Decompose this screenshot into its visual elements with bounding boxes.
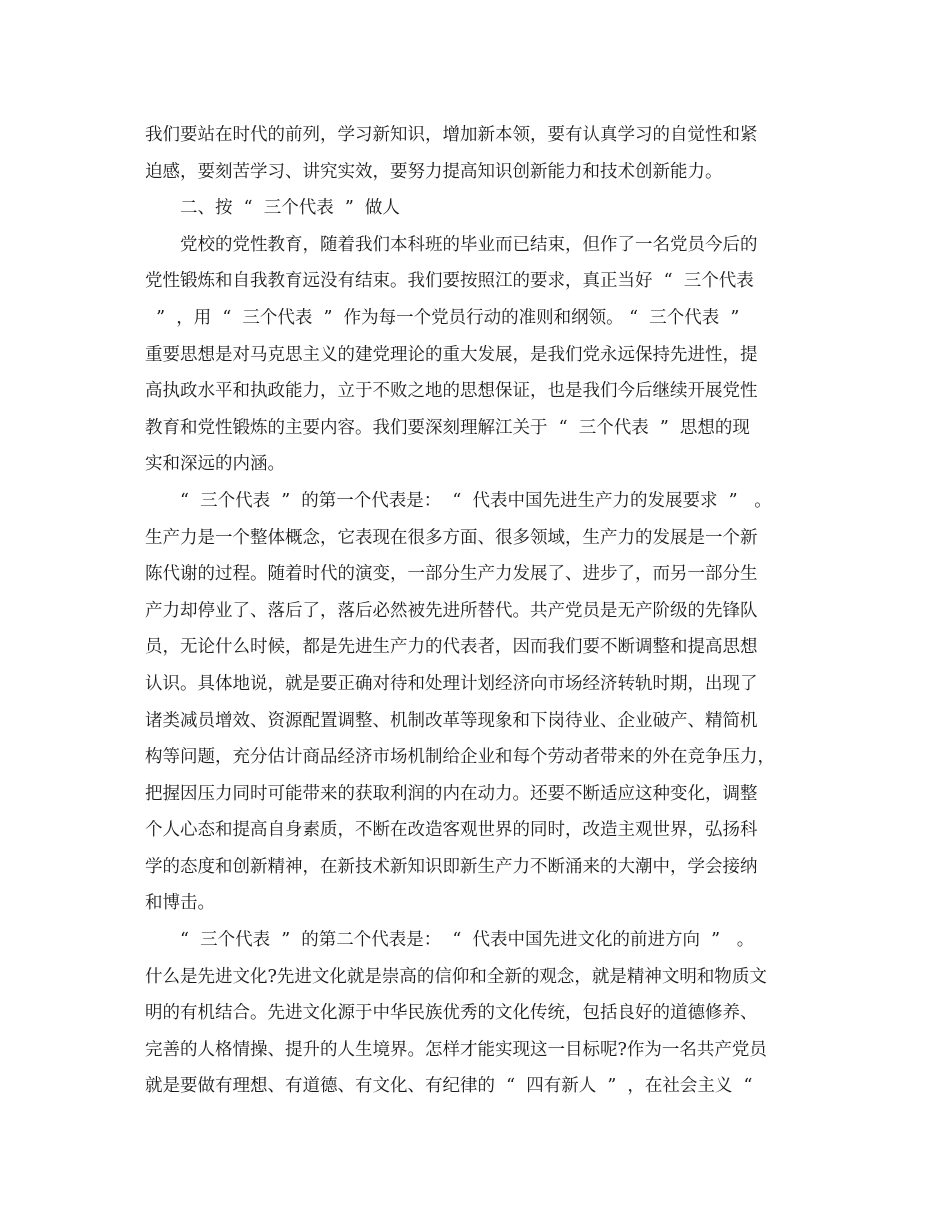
text-line: 学的态度和创新精神，在新技术新知识即新生产力不断涌来的大潮中，学会接纳 (145, 856, 758, 877)
body-text (145, 117, 815, 1105)
text-line: 我们要站在时代的前列，学习新知识，增加新本领，要有认真学习的自觉性和紧 (145, 125, 758, 145)
text-line: 什么是先进文化?先进文化就是崇高的信仰和全新的观念，就是精神文明和物质文 (145, 966, 767, 987)
text-line: ” ，用 “ 三个代表 ” 作为每一个党员行动的准则和纲领。 “ 三个代表 ” (145, 307, 740, 328)
text-line: 个人心态和提高自身素质，不断在改造客观世界的同时，改造主观世界，弘扬科 (145, 820, 758, 841)
text-line: 重要思想是对马克思主义的建党理论的重大发展，是我们党永远保持先进性，提 (145, 344, 758, 365)
text-line: 高执政水平和执政能力，立于不败之地的思想保证，也是我们今后继续开展党性 (145, 381, 758, 402)
text-line: 员，无论什么时候，都是先进生产力的代表者，因而我们要不断调整和提高思想 (145, 637, 758, 658)
text-line: 和博击。 (145, 893, 215, 914)
text-line: 诸类减员增效、资源配置调整、机制改革等现象和下岗待业、企业破产、精简机 (145, 710, 758, 731)
paragraph-first-line: 二、按 “ 三个代表 ” 做人 (180, 198, 400, 219)
text-line: 认识。具体地说，就是要正确对待和处理计划经济向市场经济转轨时期，出现了 (145, 673, 758, 694)
text-line: 教育和党性锻炼的主要内容。我们要深刻理解江关于 “ 三个代表 ” 思想的现 (145, 417, 750, 438)
text-line: 迫感，要刻苦学习、讲究实效，要努力提高知识创新能力和技术创新能力。 (145, 161, 723, 182)
paragraph-first-line: “ 三个代表 ” 的第二个代表是： “ 代表中国先进文化的前进方向 ” 。 (180, 930, 755, 951)
text-line: 陈代谢的过程。随着时代的演变，一部分生产力发展了、进步了，而另一部分生 (145, 564, 758, 585)
paragraph-first-line: “ 三个代表 ” 的第一个代表是： “ 代表中国先进生产力的发展要求 ” 。 (180, 490, 772, 511)
paragraph-first-line: 党校的党性教育，随着我们本科班的毕业而已结束，但作了一名党员今后的 (180, 234, 758, 255)
text-line: 党性锻炼和自我教育远没有结束。我们要按照江的要求，真正当好 “ 三个代表 (145, 271, 754, 292)
text-line: 明的有机结合。先进文化源于中华民族优秀的文化传统，包括良好的道德修养、 (145, 1003, 758, 1024)
text-line: 就是要做有理想、有道德、有文化、有纪律的 “ 四有新人 ” ，在社会主义 “ (145, 1076, 753, 1097)
text-line: 实和深远的内涵。 (145, 454, 285, 475)
text-line: 产力却停业了、落后了，落后必然被先进所替代。共产党员是无产阶级的先锋队 (145, 600, 758, 621)
text-line: 把握因压力同时可能带来的获取利润的内在动力。还要不断适应这种变化，调整 (145, 783, 758, 804)
text-line: 构等问题，充分估计商品经济市场机制给企业和每个劳动者带来的外在竞争压力， (145, 747, 775, 768)
text-line: 完善的人格情操、提升的人生境界。怎样才能实现这一目标呢?作为一名共产党员 (145, 1039, 767, 1060)
text-line: 生产力是一个整体概念，它表现在很多方面、很多领域，生产力的发展是一个新 (145, 527, 758, 548)
